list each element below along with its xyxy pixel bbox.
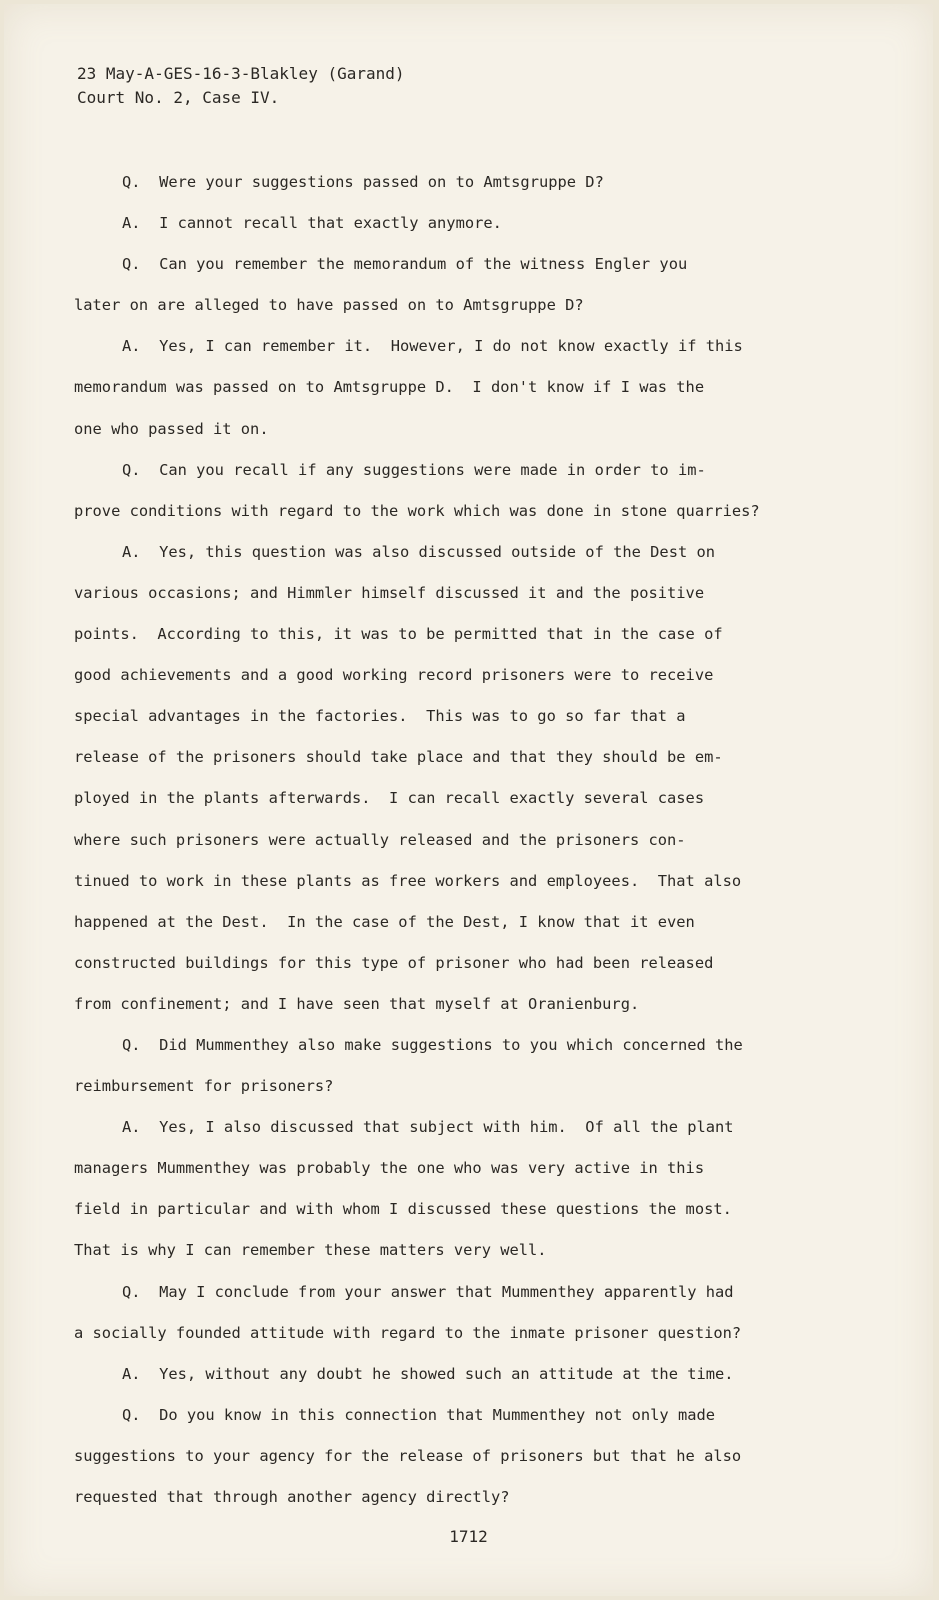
text-line: A. Yes, without any doubt he showed such an attitude at the time. [122, 1364, 734, 1383]
text-line: That is why I can remember these matters very well. [74, 1241, 547, 1260]
text-line: A. Yes, this question was also discussed outside of the Dest on [122, 542, 716, 561]
text-line: Q. Can you recall if any suggestions were made in order to im- [122, 460, 706, 479]
text-line: special advantages in the factories. This was to go so far that a [74, 707, 686, 726]
text-line: where such prisoners were actually released and the prisoners con- [74, 830, 686, 849]
text-line: A. Yes, I also discussed that subject with him. Of all the plant [122, 1118, 734, 1137]
text-line: constructed buildings for this type of prisoner who had been released [74, 953, 714, 972]
text-line: prove conditions with regard to the work which was done in stone quarries? [74, 501, 760, 520]
page-number: 1712 [449, 1527, 488, 1546]
text-line: good achievements and a good working record prisoners were to receive [74, 666, 714, 685]
text-line: ployed in the plants afterwards. I can recall exactly several cases [74, 789, 705, 808]
testimony-text [74, 162, 834, 1518]
text-line: later on are alleged to have passed on to Amtsgruppe D? [74, 296, 584, 315]
header-line-1: 23 May-A-GES-16-3-Blakley (Garand) [77, 64, 405, 83]
text-line: Q. Do you know in this connection that Mummenthey not only made [122, 1405, 716, 1424]
text-line: A. I cannot recall that exactly anymore. [122, 214, 502, 233]
text-line: tinued to work in these plants as free workers and employees. That also [74, 871, 742, 890]
text-line: happened at the Dest. In the case of the Dest, I know that it even [74, 912, 695, 931]
text-line: points. According to this, it was to be permitted that in the case of [74, 625, 723, 644]
document-header [77, 62, 405, 110]
text-line: field in particular and with whom I discussed these questions the most. [74, 1200, 732, 1219]
text-line: reimbursement for prisoners? [74, 1077, 334, 1096]
text-line: release of the prisoners should take place and that they should be em- [74, 748, 723, 767]
document-page [4, 4, 933, 1596]
text-line: a socially founded attitude with regard to the inmate prisoner question? [74, 1323, 742, 1342]
text-line: from confinement; and I have seen that myself at Oranienburg. [74, 994, 640, 1013]
text-line: one who passed it on. [74, 419, 269, 438]
text-line: suggestions to your agency for the release of prisoners but that he also [74, 1446, 742, 1465]
header-line-2: Court No. 2, Case IV. [77, 88, 280, 107]
text-line: managers Mummenthey was probably the one who was very active in this [74, 1159, 705, 1178]
text-line: memorandum was passed on to Amtsgruppe D. I don't know if I was the [74, 378, 705, 397]
text-line: Q. Were your suggestions passed on to Amtsgruppe D? [122, 173, 604, 191]
text-line: A. Yes, I can remember it. However, I do not know exactly if this [122, 337, 743, 356]
text-line: Q. May I conclude from your answer that Mummenthey apparently had [122, 1282, 734, 1301]
text-line: Q. Can you remember the memorandum of the witness Engler you [122, 255, 688, 274]
text-line: various occasions; and Himmler himself discussed it and the positive [74, 583, 705, 602]
text-line: requested that through another agency directly? [74, 1488, 510, 1506]
text-line: Q. Did Mummenthey also make suggestions to you which concerned the [122, 1035, 743, 1054]
